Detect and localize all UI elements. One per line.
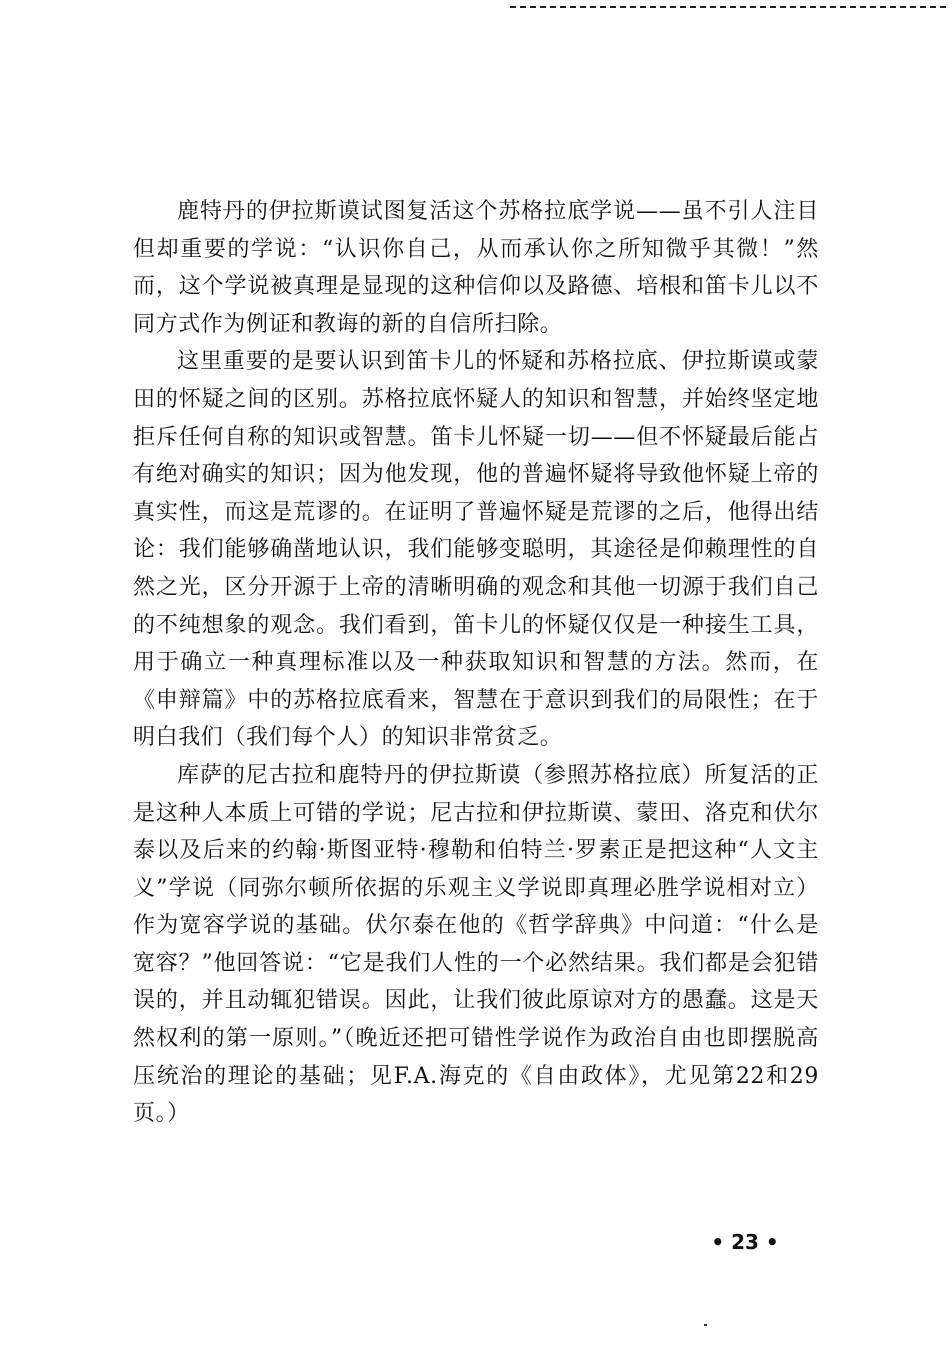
- paragraph-tolerance: 库萨的尼古拉和鹿特丹的伊拉斯谟（参照苏格拉底）所复活的正是这种人本质上可错的学说；尼古拉和伊拉斯谟、蒙田、洛克和伏尔泰以及后来的约翰·斯图亚特·穆勒和伯特兰·罗素正是把这种“人文主义”学说（同弥尔顿所依据的乐观主义学说即真理必胜学说相对立）作为宽容学说的基础。伏尔泰在他的《哲学辞典》中问道：“什么是宽容？”他回答说：“它是我们人性的一个必然结果。我们都是会犯错误的，并且动辄犯错误。因此，让我们彼此原谅对方的愚蠢。这是天然权利的第一原则。”（晚近还把可错性学说作为政治自由也即摆脱高压统治的理论的基础；见F.A.海克的《自由政体》，尤见第22和29页。）: [133, 762, 819, 1127]
- paragraph-descartes-doubt: 这里重要的是要认识到笛卡儿的怀疑和苏格拉底、伊拉斯谟或蒙田的怀疑之间的区别。苏格拉底怀疑人的知识和智慧，并始终坚定地拒斥任何自称的知识或智慧。笛卡儿怀疑一切——但不怀疑最后能占有绝对确实的知识；因为他发现，他的普遍怀疑将导致他怀疑上帝的真实性，而这是荒谬的。在证明了普遍怀疑是荒谬的之后，他得出结论：我们能够确凿地认识，我们能够变聪明，其途径是仰赖理性的自然之光，区分开源于上帝的清晰明确的观念和其他一切源于我们自己的不纯想象的观念。我们看到，笛卡儿的怀疑仅仅是一种接生工具，用于确立一种真理标准以及一种获取知识和智慧的方法。然而，在《申辩篇》中的苏格拉底看来，智慧在于意识到我们的局限性；在于明白我们（我们每个人）的知识非常贫乏。: [133, 349, 819, 751]
- top-dashed-rule: [510, 6, 946, 8]
- page-body: [133, 193, 819, 1133]
- page-number: • 23 •: [711, 1230, 779, 1254]
- paragraph-erasmus: 鹿特丹的伊拉斯谟试图复活这个苏格拉底学说——虽不引人注目但却重要的学说：“认识你自己，从而承认你之所知微乎其微！”然而，这个学说被真理是显现的这种信仰以及路德、培根和笛卡儿以不同方式作为例证和教诲的新的自信所扫除。: [133, 199, 819, 337]
- scan-speck: [704, 1324, 707, 1326]
